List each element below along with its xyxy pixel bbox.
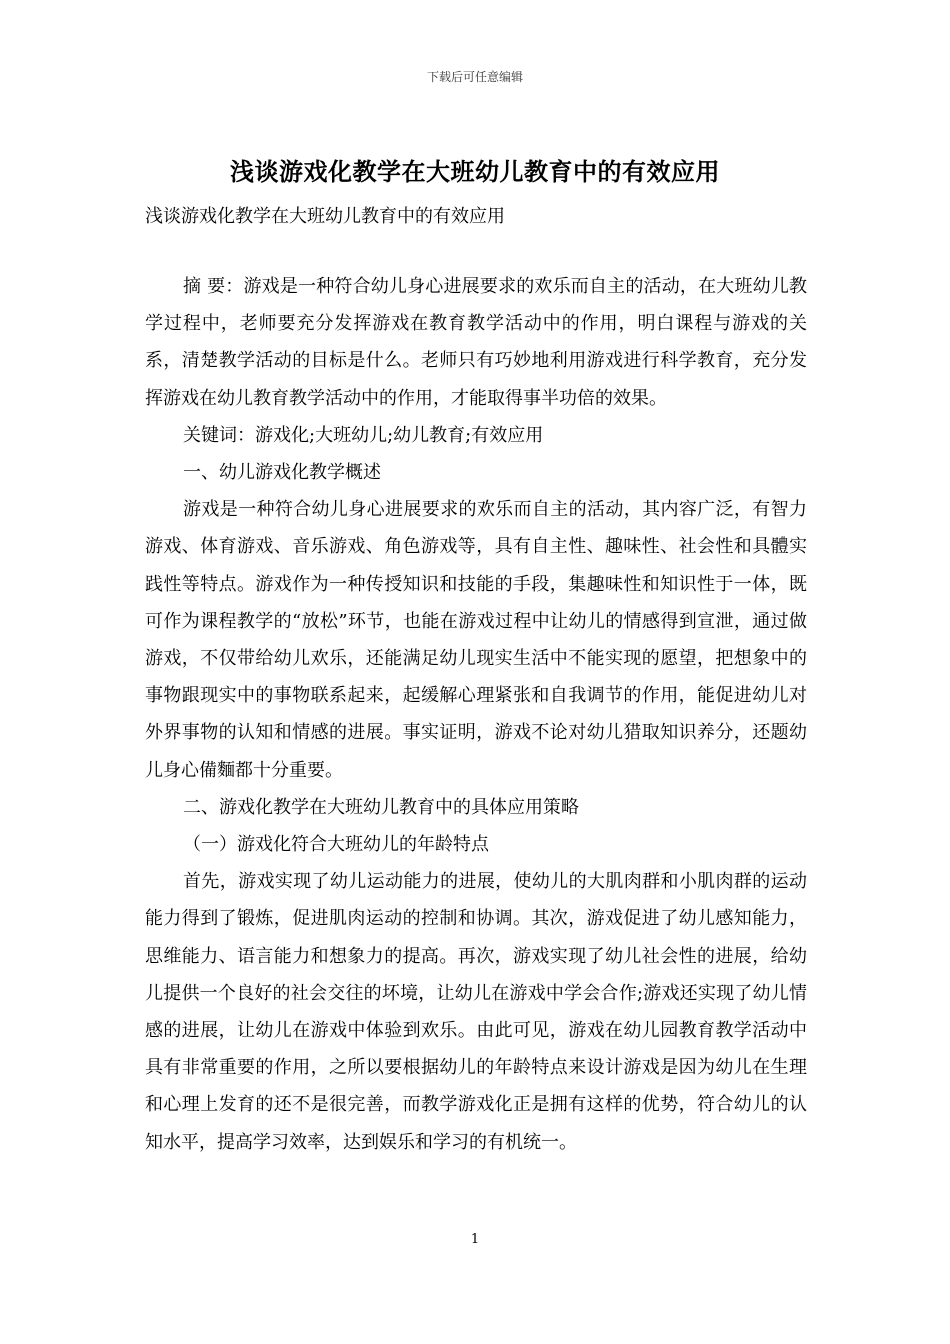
document-body (145, 268, 807, 1161)
body-paragraph: 首先，游戏实现了幼儿运动能力的进展，使幼儿的大肌肉群和小肌肉群的运动能力得到了锻炼，促进肌肉运动的控制和协调。其次，游戏促进了幼儿感知能力，思维能力、语言能力和想象力的提高。再次，游戏实现了幼儿社会性的进展，给幼儿提供一个良好的社会交往的坏境，让幼儿在游戏中学会合作;游戏还实现了幼儿情感的进展，让幼儿在游戏中体验到欢乐。由此可见，游戏在幼儿园教育教学活动中具有非常重要的作用，之所以要根据幼儿的年龄特点来设计游戏是因为幼儿在生理和心理上发育的还不是很完善，而教学游戏化正是拥有这样的优势，符合幼儿的认知水平，提高学习效率，达到娱乐和学习的有机统一。 (145, 871, 807, 1153)
subsection-heading-1: （一）游戏化符合大班幼儿的年龄特点 (183, 834, 489, 856)
document-subtitle: 浅谈游戏化教学在大班幼儿教育中的有效应用 (145, 206, 505, 227)
document-title: 浅谈游戏化教学在大班幼儿教育中的有效应用 (230, 157, 720, 186)
header-note: 下载后可任意编辑 (426, 70, 523, 84)
section-heading-1: 一、幼儿游戏化教学概述 (183, 462, 381, 484)
abstract-paragraph: 摘 要：游戏是一种符合幼儿身心进展要求的欢乐而自主的活动，在大班幼儿教学过程中，老师要充分发挥游戏在教育教学活动中的作用，明白课程与游戏的关系，清楚教学活动的目标是什么。老师只有巧妙地利用游戏进行科学教育，充分发挥游戏在幼儿教育教学活动中的作用，才能取得事半功倍的效果。 (145, 276, 807, 409)
keywords-paragraph: 关键词：游戏化;大班幼儿;幼儿教育;有效应用 (183, 424, 544, 446)
body-paragraph: 游戏是一种符合幼儿身心进展要求的欢乐而自主的活动，其内容广泛，有智力游戏、体育游戏、音乐游戏、角色游戏等，具有自主性、趣味性、社会性和具體实践性等特点。游戏作为一种传授知识和技能的手段，集趣味性和知识性于一体，既可作为课程教学的“放松”环节，也能在游戏过程中让幼儿的情感得到宣泄，通过做游戏，不仅带给幼儿欢乐，还能满足幼儿现实生活中不能实现的愿望，把想象中的事物跟现实中的事物联系起来，起缓解心理紧张和自我调节的作用，能促进幼儿对外界事物的认知和情感的进展。事实证明，游戏不论对幼儿猎取知识养分，还题幼儿身心備麵都十分重要。 (145, 499, 807, 781)
page-number: 1 (470, 1232, 480, 1247)
section-heading-2: 二、游戏化教学在大班幼儿教育中的具体应用策略 (183, 796, 579, 818)
